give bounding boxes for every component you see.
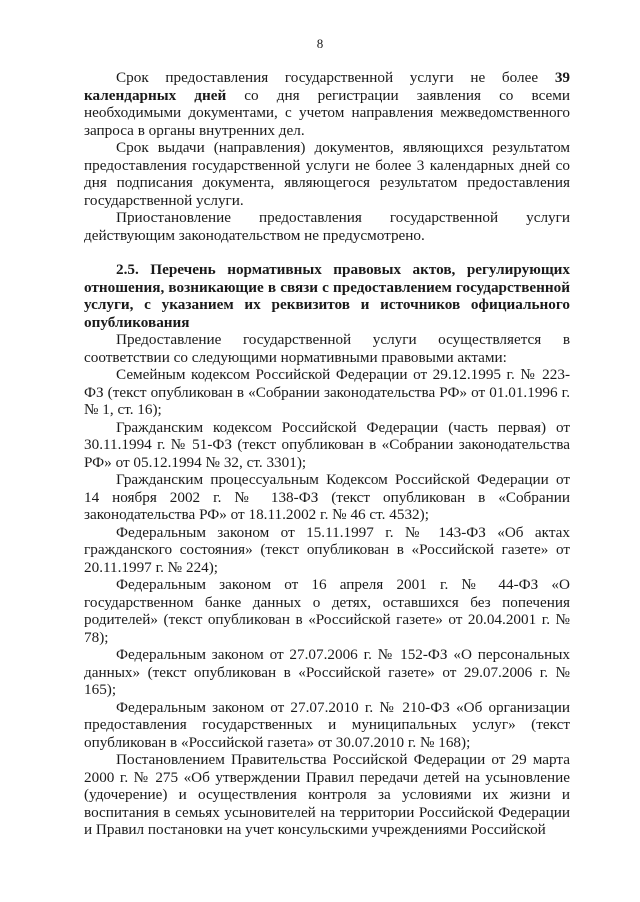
legal-act-paragraph: Федеральным законом от 15.11.1997 г. № 143-ФЗ «Об актах гражданского состояния» (текст опубликован в «Российской газете» от 20.11.1997 г. № 224); xyxy=(84,523,570,576)
legal-act-paragraph: Постановлением Правительства Российской Федерации от 29 марта 2000 г. № 275 «Об утверждении Правил передачи детей на усыновление (удочерение) и осуществления контроля за условиями их жизни и воспитания в семьях усыновителей на территории Российской Федерации и Правил постановки на учет консульскими учреждениями Российской xyxy=(84,751,570,838)
legal-act-paragraph: Федеральным законом от 27.07.2010 г. № 210-ФЗ «Об организации предоставления государственных и муниципальных услуг» (текст опубликован в «Российской газета» от 30.07.2010 г. № 168); xyxy=(84,698,570,751)
page-content xyxy=(84,69,570,839)
legal-act-paragraph: Гражданским кодексом Российской Федерации (часть первая) от 30.11.1994 г. № 51-ФЗ (текст опубликован в «Собрании законодательства РФ» от 05.12.1994 № 32, ст. 3301); xyxy=(84,418,570,471)
legal-act-paragraph: Семейным кодексом Российской Федерации от 29.12.1995 г. № 223-ФЗ (текст опубликован в «Собрании законодательства РФ» от 01.01.1996 г. № 1, ст. 16); xyxy=(84,366,570,418)
legal-act-paragraph: Федеральным законом от 16 апреля 2001 г. № 44-ФЗ «О государственном банке данных о детях, оставшихся без попечения родителей» (текст опубликован в «Российской газете» от 20.04.2001 г. № 78); xyxy=(84,576,570,646)
section-heading: 2.5. Перечень нормативных правовых актов, регулирующих отношения, возникающие в связи с предоставлением государственной услуги, с указанием их реквизитов и источников официального опубликования xyxy=(84,261,570,331)
service-term-text-end: со дня регистрации заявления со всеми необходимыми документами, с учетом направления межведомственного запроса в органы внутренних дел. xyxy=(84,86,570,139)
service-term-paragraph xyxy=(84,69,570,139)
legal-act-paragraph: Федеральным законом от 27.07.2006 г. № 152-ФЗ «О персональных данных» (текст опубликован в «Российской газете» от 29.07.2006 г. № 165); xyxy=(84,646,570,698)
issue-term-paragraph: Срок выдачи (направления) документов, являющихся результатом предоставления государственной услуги не более 3 календарных дней со дня подписания документа, являющегося результатом предоставления государственной услуги. xyxy=(84,139,570,209)
suspension-paragraph: Приостановление предоставления государственной услуги действующим законодательством не предусмотрено. xyxy=(84,209,570,244)
section-lead-paragraph: Предоставление государственной услуги осуществляется в соответствии со следующими нормативными правовыми актами: xyxy=(84,331,570,366)
page-number: 8 xyxy=(316,36,324,51)
legal-act-paragraph: Гражданским процессуальным Кодексом Российской Федерации от 14 ноября 2002 г. № 138-ФЗ (текст опубликован в «Собрании законодательства РФ» от 18.11.2002 г. № 46 ст. 4532); xyxy=(84,471,570,523)
service-term-days: 39 календарных дней xyxy=(84,69,570,104)
service-term-text: Срок предоставления государственной услуги не более xyxy=(116,69,555,86)
